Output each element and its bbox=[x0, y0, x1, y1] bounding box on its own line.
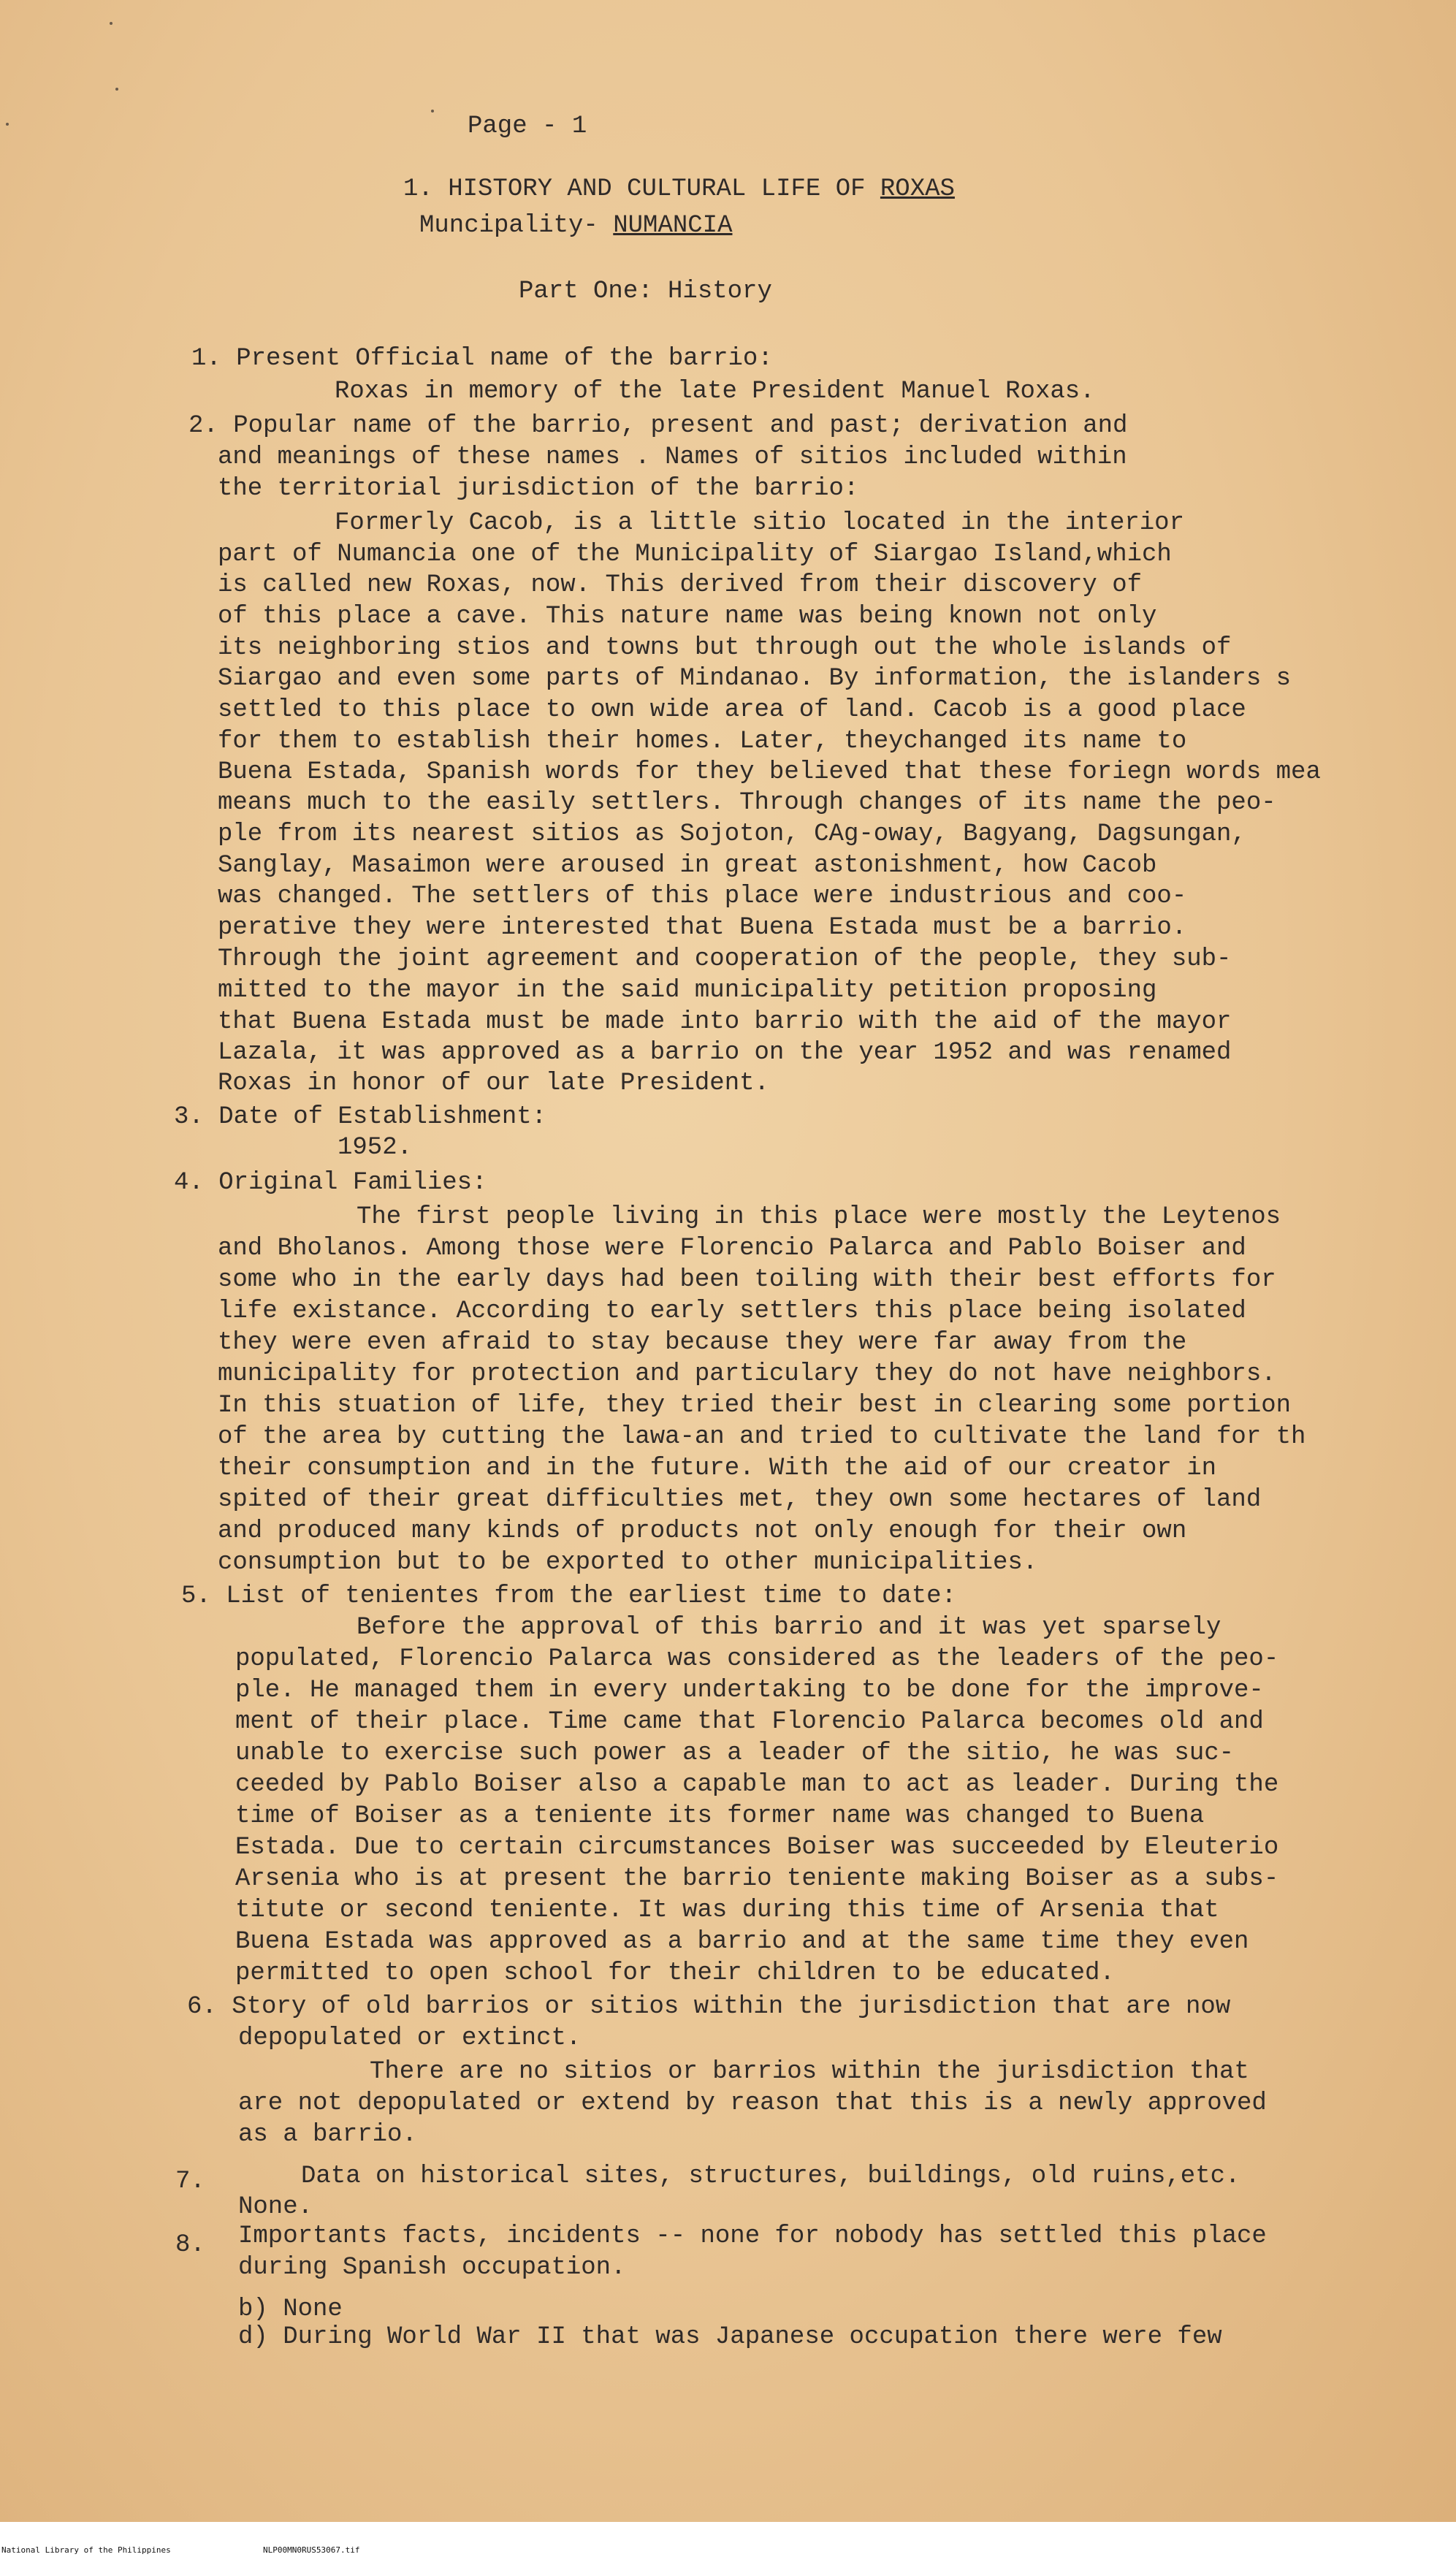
text-line: Formerly Cacob, is a little sitio located in the interior bbox=[335, 509, 1184, 537]
text-line: for them to establish their homes. Later, theychanged its name to bbox=[218, 728, 1187, 755]
text-line: Lazala, it was approved as a barrio on the year 1952 and was renamed bbox=[218, 1039, 1232, 1067]
item-8-b: b) None bbox=[238, 2295, 343, 2323]
speck bbox=[110, 22, 113, 25]
text-line: ceeded by Pablo Boiser also a capable man to act as leader. During the bbox=[235, 1771, 1279, 1799]
item-8-heading: Importants facts, incidents -- none for nobody has settled this place bbox=[238, 2222, 1267, 2250]
item-4-heading: 4. Original Families: bbox=[174, 1169, 487, 1197]
text-line: The first people living in this place were mostly the Leytenos bbox=[357, 1203, 1281, 1231]
text-line: Estada. Due to certain circumstances Boiser was succeeded by Eleuterio bbox=[235, 1834, 1279, 1861]
text-line: depopulated or extinct. bbox=[238, 2024, 582, 2052]
text-line: and Bholanos. Among those were Florencio Palarca and Pablo Boiser and bbox=[218, 1235, 1246, 1262]
text-line: Siargao and even some parts of Mindanao. By information, the islanders s bbox=[218, 665, 1292, 693]
text-line: time of Boiser as a teniente its former name was changed to Buena bbox=[235, 1802, 1205, 1830]
item-8-d: d) During World War II that was Japanese occupation there were few bbox=[238, 2323, 1222, 2351]
item-2-heading: 2. Popular name of the barrio, present and past; derivation and bbox=[188, 412, 1128, 440]
text-line: they were even afraid to stay because they were far away from the bbox=[218, 1329, 1187, 1357]
speck bbox=[6, 123, 9, 126]
item-6-heading: 6. Story of old barrios or sitios within the jurisdiction that are now bbox=[187, 1993, 1231, 2021]
speck bbox=[431, 110, 434, 113]
text-line: ple. He managed them in every undertaking to be done for the improve- bbox=[235, 1677, 1264, 1704]
page-number: Page - 1 bbox=[468, 113, 587, 140]
text-line: means much to the easily settlers. Through changes of its name the peo- bbox=[218, 789, 1276, 817]
item-3-heading: 3. Date of Establishment: bbox=[174, 1103, 547, 1131]
text-line: In this stuation of life, they tried their best in clearing some portion bbox=[218, 1392, 1292, 1420]
text-line: was changed. The settlers of this place were industrious and coo- bbox=[218, 883, 1187, 910]
item-7-answer: None. bbox=[238, 2193, 313, 2221]
text-line: Through the joint agreement and cooperation of the people, they sub- bbox=[218, 945, 1232, 973]
text-line: perative they were interested that Buena Estada must be a barrio. bbox=[218, 914, 1187, 942]
item-1-answer: Roxas in memory of the late President Manuel Roxas. bbox=[335, 378, 1095, 405]
text-line: some who in the early days had been toiling with their best efforts for bbox=[218, 1266, 1276, 1294]
document-title bbox=[403, 174, 955, 205]
title-barrio-name: ROXAS bbox=[880, 175, 955, 203]
footer-library: National Library of the Philippines bbox=[1, 2545, 171, 2555]
text-line: of this place a cave. This nature name was being known not only bbox=[218, 603, 1157, 630]
item-7-heading: Data on historical sites, structures, buildings, old ruins,etc. bbox=[301, 2162, 1240, 2190]
part-heading: Part One: History bbox=[519, 278, 772, 305]
text-line: Before the approval of this barrio and it was yet sparsely bbox=[357, 1614, 1221, 1642]
text-line: Buena Estada was approved as a barrio and at the same time they even bbox=[235, 1928, 1249, 1956]
text-line: populated, Florencio Palarca was considered as the leaders of the peo- bbox=[235, 1645, 1279, 1673]
text-line: municipality for protection and particulary they do not have neighbors. bbox=[218, 1360, 1276, 1388]
text-line: are not depopulated or extend by reason that this is a newly approved bbox=[238, 2089, 1267, 2117]
item-8-number: 8. bbox=[175, 2231, 205, 2259]
text-line: and meanings of these names . Names of sitios included within bbox=[218, 443, 1127, 471]
text-line: of the area by cutting the lawa-an and tried to cultivate the land for th bbox=[218, 1423, 1306, 1451]
municipality-name: NUMANCIA bbox=[613, 212, 733, 240]
text-line: mitted to the mayor in the said municipality petition proposing bbox=[218, 977, 1157, 1005]
text-line: part of Numancia one of the Municipality of Siargao Island,which bbox=[218, 541, 1172, 568]
item-1-heading: 1. Present Official name of the barrio: bbox=[191, 345, 773, 373]
text-line: and produced many kinds of products not only enough for their own bbox=[218, 1517, 1187, 1545]
text-line: permitted to open school for their children to be educated. bbox=[235, 1959, 1115, 1987]
text-line: Sanglay, Masaimon were aroused in great astonishment, how Cacob bbox=[218, 852, 1157, 880]
text-line: titute or second teniente. It was during this time of Arsenia that bbox=[235, 1897, 1219, 1924]
item-7-number: 7. bbox=[175, 2168, 205, 2195]
text-line: ple from its nearest sitios as Sojoton, CAg-oway, Bagyang, Dagsungan, bbox=[218, 820, 1246, 848]
municipality-line bbox=[419, 210, 732, 241]
text-line: ment of their place. Time came that Florencio Palarca becomes old and bbox=[235, 1708, 1264, 1736]
text-line: life existance. According to early settlers this place being isolated bbox=[218, 1297, 1246, 1325]
title-prefix: 1. HISTORY AND CULTURAL LIFE OF bbox=[403, 175, 880, 203]
speck bbox=[115, 88, 118, 91]
text-line: Arsenia who is at present the barrio teniente making Boiser as a subs- bbox=[235, 1865, 1279, 1893]
text-line: spited of their great difficulties met, they own some hectares of land bbox=[218, 1486, 1262, 1514]
text-line: Buena Estada, Spanish words for they believed that these foriegn words mea bbox=[218, 758, 1321, 786]
text-line: that Buena Estada must be made into barrio with the aid of the mayor bbox=[218, 1008, 1232, 1036]
text-line: is called new Roxas, now. This derived from their discovery of bbox=[218, 571, 1143, 599]
text-line: as a barrio. bbox=[238, 2121, 417, 2149]
text-line: during Spanish occupation. bbox=[238, 2254, 626, 2282]
item-5-heading: 5. List of tenientes from the earliest time to date: bbox=[181, 1582, 956, 1610]
text-line: their consumption and in the future. With the aid of our creator in bbox=[218, 1455, 1217, 1482]
text-line: its neighboring stios and towns but through out the whole islands of bbox=[218, 634, 1232, 662]
scan-footer bbox=[0, 2522, 1456, 2557]
text-line: Roxas in honor of our late President. bbox=[218, 1070, 769, 1097]
text-line: consumption but to be exported to other municipalities. bbox=[218, 1549, 1038, 1577]
text-line: settled to this place to own wide area of land. Cacob is a good place bbox=[218, 696, 1246, 724]
text-line: the territorial jurisdiction of the barrio: bbox=[218, 475, 859, 503]
text-line: unable to exercise such power as a leader of the sitio, he was suc- bbox=[235, 1739, 1235, 1767]
footer-file-id: NLP00MN0RUS53067.tif bbox=[263, 2545, 360, 2555]
text-line: There are no sitios or barrios within the jurisdiction that bbox=[370, 2058, 1249, 2086]
item-3-answer: 1952. bbox=[338, 1134, 413, 1162]
municipality-prefix: Muncipality- bbox=[419, 212, 614, 240]
